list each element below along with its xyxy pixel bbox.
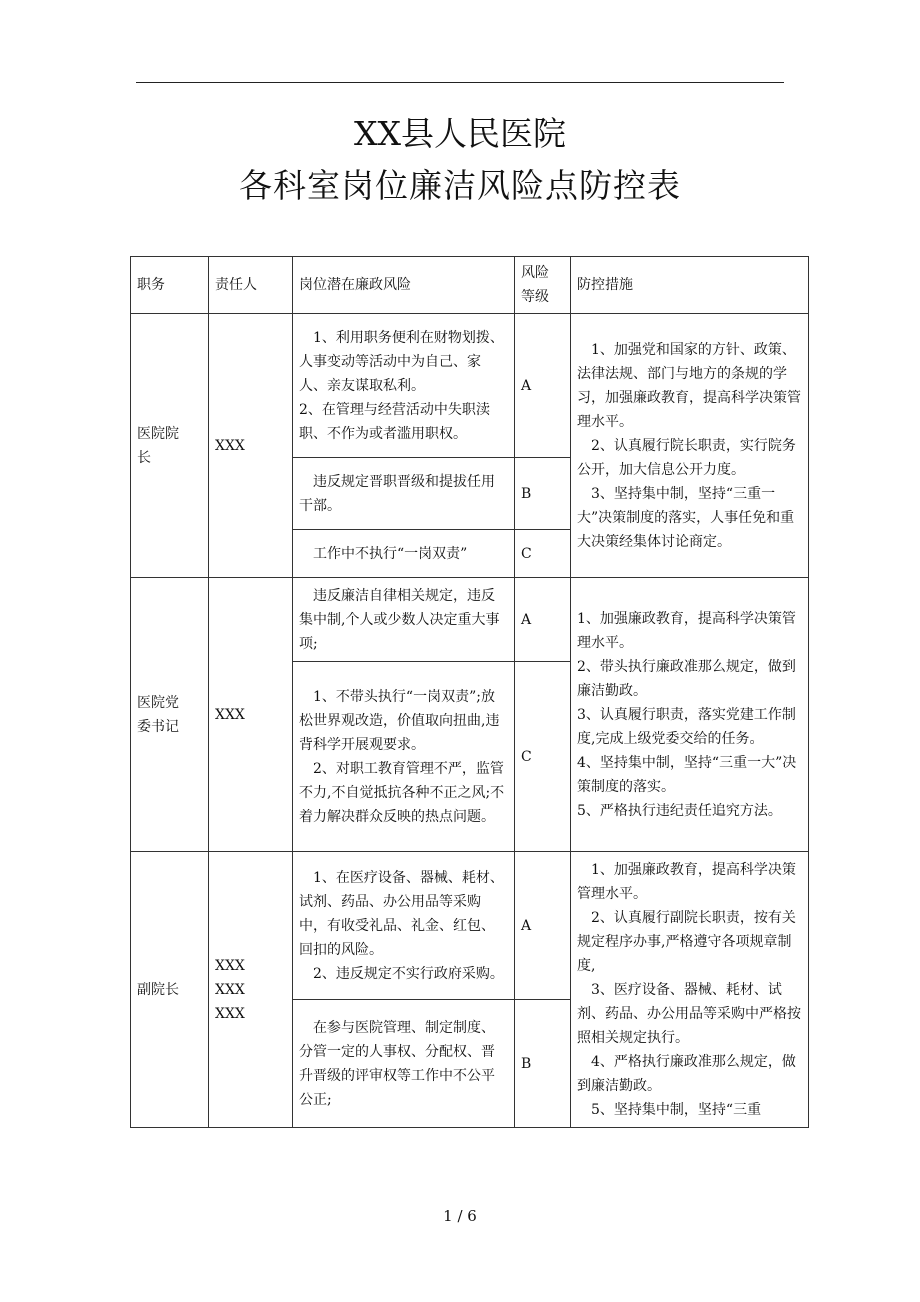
level-cell: A bbox=[515, 578, 571, 662]
document-subtitle: 各科室岗位廉洁风险点防控表 bbox=[239, 166, 681, 205]
header-rule bbox=[136, 82, 784, 83]
level-cell: B bbox=[515, 458, 571, 530]
position-cell: 医院院 长 bbox=[131, 314, 209, 578]
column-header-risk: 岗位潜在廉政风险 bbox=[293, 257, 515, 314]
document-title: XX县人民医院 bbox=[354, 114, 566, 153]
measures-cell: 1、加强党和国家的方针、政策、法律法规、部门与地方的条规的学习，加强廉政教育，提高科学决策管理水平。 2、认真履行院长职责，实行院务公开，加大信息公开力度。 3、坚持集中制，坚持“三重一大”决策制度的落实，人事任免和重大决策经集体讨论商定。 bbox=[571, 314, 809, 578]
measures-cell: 1、加强廉政教育，提高科学决策管理水平。 2、带头执行廉政准那么规定，做到廉洁勤政。 3、认真履行职责，落实党建工作制度,完成上级党委交给的任务。 4、坚持集中制，坚持“三重一大”决策制度的落实。 5、严格执行违纪责任追究方法。 bbox=[571, 578, 809, 852]
column-header-person: 责任人 bbox=[209, 257, 293, 314]
level-cell: C bbox=[515, 530, 571, 578]
column-header-measures: 防控措施 bbox=[571, 257, 809, 314]
measures-cell: 1、加强廉政教育，提高科学决策管理水平。 2、认真履行副院长职责，按有关规定程序办事,严格遵守各项规章制度, 3、医疗设备、器械、耗材、试剂、药品、办公用品等采购中严格按照相关规定执行。 4、严格执行廉政准那么规定，做到廉洁勤政。 5、坚持集中制，坚持“三重 bbox=[571, 852, 809, 1128]
table-row bbox=[131, 314, 809, 458]
risk-cell: 1、不带头执行“一岗双责”;放松世界观改造，价值取向扭曲,违背科学开展观要求。 2、对职工教育管理不严，监管不力,不自觉抵抗各种不正之风;不着力解决群众反映的热点问题。 bbox=[293, 662, 515, 852]
risk-control-table bbox=[130, 256, 809, 1128]
risk-cell: 违反规定晋职晋级和提拔任用干部。 bbox=[293, 458, 515, 530]
column-header-level: 风险 等级 bbox=[515, 257, 571, 314]
risk-cell: 1、利用职务便利在财物划拨、人事变动等活动中为自己、家人、亲友谋取私利。 2、在管理与经营活动中失职渎职、不作为或者滥用职权。 bbox=[293, 314, 515, 458]
table-row bbox=[131, 852, 809, 1000]
position-cell: 副院长 bbox=[131, 852, 209, 1128]
position-cell: 医院党 委书记 bbox=[131, 578, 209, 852]
risk-cell: 工作中不执行“一岗双责” bbox=[293, 530, 515, 578]
person-cell: XXX XXX XXX bbox=[209, 852, 293, 1128]
risk-cell: 在参与医院管理、制定制度、分管一定的人事权、分配权、晋升晋级的评审权等工作中不公平公正; bbox=[293, 1000, 515, 1128]
person-cell: XXX bbox=[209, 578, 293, 852]
table-header-row bbox=[131, 257, 809, 314]
level-cell: C bbox=[515, 662, 571, 852]
person-cell: XXX bbox=[209, 314, 293, 578]
risk-cell: 违反廉洁自律相关规定，违反集中制,个人或少数人决定重大事项; bbox=[293, 578, 515, 662]
level-cell: B bbox=[515, 1000, 571, 1128]
page-number: 1 / 6 bbox=[443, 1207, 477, 1225]
column-header-position: 职务 bbox=[131, 257, 209, 314]
level-cell: A bbox=[515, 852, 571, 1000]
table-row bbox=[131, 578, 809, 662]
risk-cell: 1、在医疗设备、器械、耗材、试剂、药品、办公用品等采购中，有收受礼品、礼金、红包、回扣的风险。 2、违反规定不实行政府采购。 bbox=[293, 852, 515, 1000]
level-cell: A bbox=[515, 314, 571, 458]
